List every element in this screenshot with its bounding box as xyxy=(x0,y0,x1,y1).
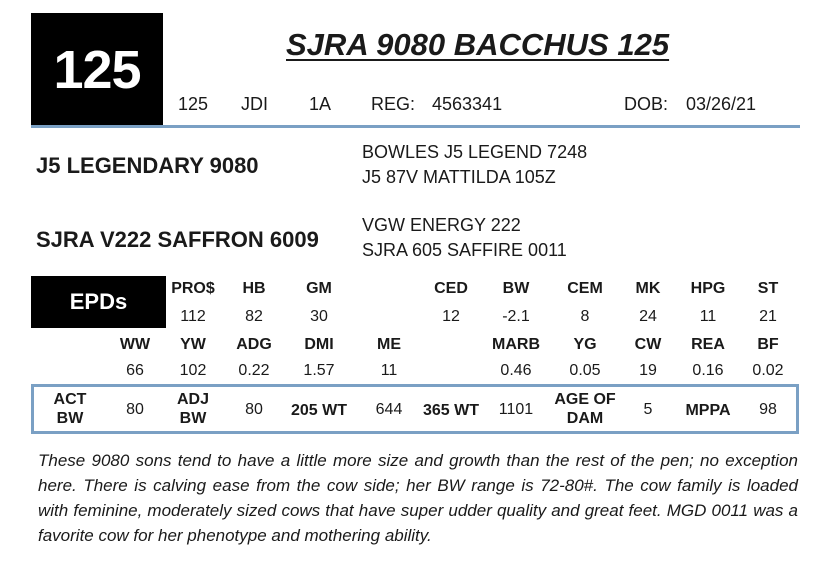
dam-name: SJRA V222 SAFFRON 6009 xyxy=(36,227,319,252)
epd-value-st: 21 xyxy=(759,308,777,325)
epd-label-gm: GM xyxy=(306,280,332,297)
reg-label: REG: xyxy=(371,94,416,114)
header-divider xyxy=(31,125,800,128)
epd-label-text: EPDs xyxy=(69,289,128,314)
code: 1A xyxy=(309,94,332,114)
comments-paragraph: These 9080 sons tend to have a little more size and growth than the rest of the pen; no exception here. There is calving ease from the cow side; her BW range is 72-80#. The cow family is loaded with feminine, moderately sized cows that have super udder quality and great feet. MGD 0011 was a favorite cow for her phenotype and mothering ability. xyxy=(38,451,798,545)
epd-label-dmi: DMI xyxy=(304,336,334,353)
dam-dam-name: SJRA 605 SAFFIRE 0011 xyxy=(362,240,567,260)
epd-value-yw: 102 xyxy=(179,362,207,379)
epd-value-ww: 66 xyxy=(126,362,144,379)
act-bw-value: 80 xyxy=(126,401,144,418)
wt-365-label: 365 WT xyxy=(422,402,479,419)
epd-value-rea: 0.16 xyxy=(692,362,724,379)
epd-label-hb: HB xyxy=(242,280,266,297)
epd-value-cw: 19 xyxy=(639,362,657,379)
epd-label-mk: MK xyxy=(635,280,661,297)
epd-value-yg: 0.05 xyxy=(569,362,601,379)
mppa-value: 98 xyxy=(759,401,777,418)
sire-sire-name: BOWLES J5 LEGEND 7248 xyxy=(362,142,588,162)
act-bw-label: ACT BW xyxy=(53,391,87,427)
epd-value-me: 11 xyxy=(380,362,398,379)
epd-value-mk: 24 xyxy=(639,308,657,325)
epd-label-hpg: HPG xyxy=(690,280,726,297)
epd-value-marb: 0.46 xyxy=(500,362,532,379)
dob-value: 03/26/21 xyxy=(686,94,757,114)
epd-value-bf: 0.02 xyxy=(752,362,784,379)
epd-value-hb: 82 xyxy=(245,308,263,325)
epd-value-hpg: 11 xyxy=(699,308,717,325)
epd-value-adg: 0.22 xyxy=(238,362,270,379)
epd-label-rea: REA xyxy=(691,336,725,353)
lot-number-box xyxy=(31,13,163,126)
epd-label-pro: PRO$ xyxy=(171,280,215,297)
epd-value-bw: -2.1 xyxy=(502,308,530,325)
adj-bw-label: ADJ BW xyxy=(176,391,209,427)
adj-bw-value: 80 xyxy=(245,401,263,418)
epd-label-bf: BF xyxy=(757,336,779,353)
epd-value-gm: 30 xyxy=(310,308,328,325)
lot-number: 125 xyxy=(53,39,141,100)
epd-label-me: ME xyxy=(377,336,401,353)
epd-label-yg: YG xyxy=(573,336,597,353)
age-of-dam-label: AGE OF DAM xyxy=(554,391,616,427)
epd-value-cem: 8 xyxy=(580,308,590,325)
epd-label-ced: CED xyxy=(434,280,468,297)
wt-365-value: 1101 xyxy=(498,401,534,418)
epd-value-ced: 12 xyxy=(442,308,460,325)
wt-205-label: 205 WT xyxy=(290,402,347,419)
epd-value-dmi: 1.57 xyxy=(303,362,335,379)
prefix: JDI xyxy=(241,94,268,114)
epd-label-cem: CEM xyxy=(567,280,603,297)
dob-label: DOB: xyxy=(624,94,669,114)
mppa-label: MPPA xyxy=(685,402,731,419)
dam-sire-name: VGW ENERGY 222 xyxy=(362,215,521,235)
epd-label-adg: ADG xyxy=(236,336,272,353)
animal-name-title: SJRA 9080 BACCHUS 125 xyxy=(286,27,670,62)
sire-name: J5 LEGENDARY 9080 xyxy=(36,153,259,178)
epd-label-cw: CW xyxy=(634,336,662,353)
sire-dam-name: J5 87V MATTILDA 105Z xyxy=(362,167,556,187)
wt-205-value: 644 xyxy=(375,401,403,418)
epd-label-ww: WW xyxy=(119,336,151,353)
epd-section-label xyxy=(31,276,166,328)
age-of-dam-value: 5 xyxy=(643,401,653,418)
epd-label-bw: BW xyxy=(502,280,530,297)
epd-label-st: ST xyxy=(757,280,779,297)
epd-label-marb: MARB xyxy=(492,336,540,353)
tattoo: 125 xyxy=(178,94,209,114)
reg-number: 4563341 xyxy=(432,94,503,114)
epd-label-yw: YW xyxy=(180,336,206,353)
epd-value-pro: 112 xyxy=(180,308,206,325)
